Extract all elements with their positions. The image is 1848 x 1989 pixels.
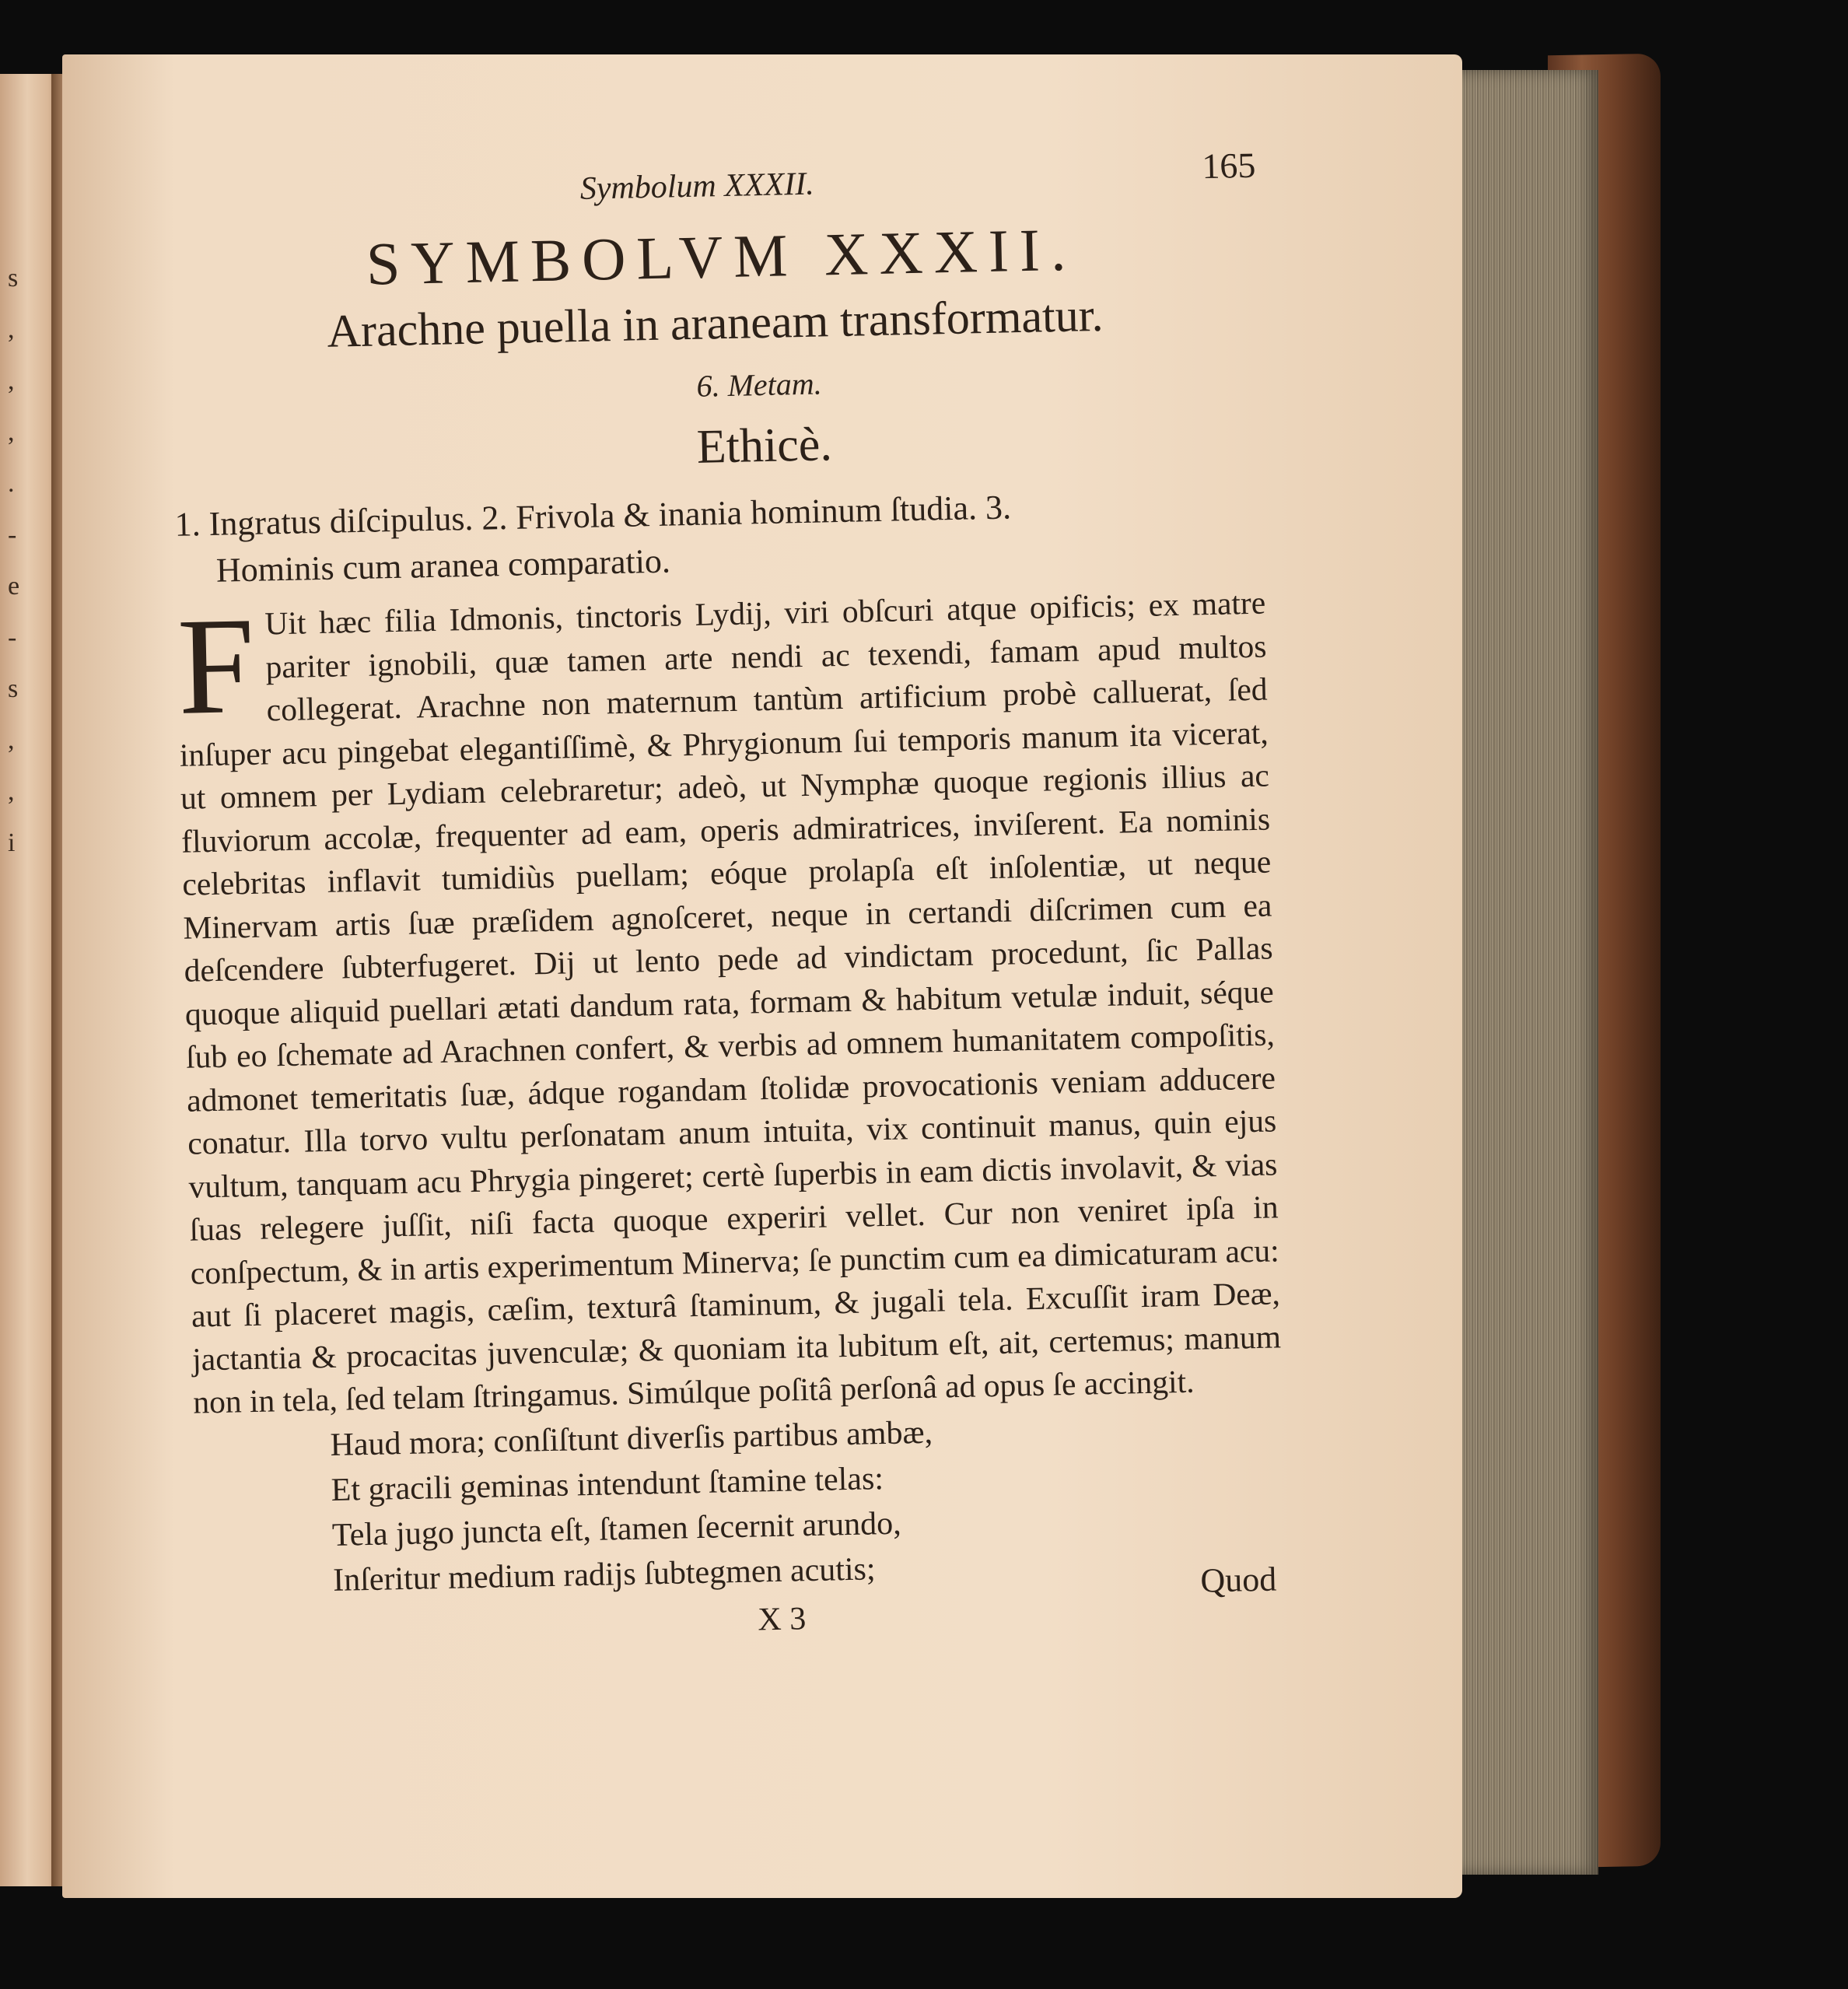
source-reference: 6. Metam. [696, 366, 823, 404]
section-heading: Ethicè. [696, 418, 833, 474]
verse-line: Haud mora; conſiſtunt diverſis partibus ambæ, [330, 1414, 933, 1463]
topics-list [174, 479, 1265, 595]
subtitle: Arachne puella in araneam transformatur. [326, 289, 1104, 357]
margin-mark: , [8, 726, 15, 755]
signature-mark: X 3 [757, 1600, 807, 1638]
page-text-block [167, 141, 1287, 1675]
margin-mark: s [8, 264, 19, 292]
catchword: Quod [1199, 1560, 1277, 1600]
verse-block [194, 1403, 1286, 1605]
drop-cap: F [176, 587, 257, 744]
body-paragraph [177, 582, 1283, 1425]
symbol-heading: SYMBOLVM XXXII. [366, 215, 1078, 298]
verse-line: Tela jugo juncta eſt, ſtamen ſecernit arundo, [331, 1505, 902, 1553]
body-text: Uit hæc filia Idmonis, tinctoris Lydij, viri obſcuri atque opificis; ex matre pariter ignobili, quæ tamen arte nendi ac texendi, famam apud multos collegerat. Arachne non maternum tantùm artificium probè calluerat, ſed inſuper acu pingebat elegantiſſimè, & Phrygionum ſui temporis manum ita vicerat, ut omnem per Lydiam celebraretur; adeò, ut Nymphæ quoque regionis illius ac fluviorum accolæ, frequenter ad eam, operis admiratrices, inviſerent. Ea nominis celebritas inflavit tumidiùs puellam; eóque prolapſa eſt inſolentiæ, ut neque Minervam artis ſuæ præſidem agnoſceret, neque in certandi diſcrimen cum ea deſcendere ſubterfugeret. Dij ut lento pede ad vindictam procedunt, ſic Pallas quoque aliquid puellari ætati dandum rata, formam & habitum vetulæ induit, séque ſub eo ſchemate ad Arachnen confert, & verbis ad omnem humanitatem compoſitis, admonet temeritatis ſuæ, ádque rogandam ſtolidæ provocationis veniam adducere conatur. Illa torvo vultu perſonatam anum intuita, vix continuit manus, quin ejus vultum, tanquam acu Phrygia pingeret; certè ſuperbis in eam dictis involavit, & vias ſuas relegere juſſit, niſi facta quoque experiri vellet. Cur non veniret ipſa in conſpectum, & in artis experimentum Minerva; ſe punctim cum ea dimicaturam acu: aut ſi placeret magis, cæſim, texturâ ſtaminum, & jugali tela. Excuſſit iram Deæ, jactantia & procacitas juvenculæ; & quoniam ita lubitum eſt, ait, certemus; manum non in tela, ſed telam ſtringamus. Simúlque poſitâ perſonâ ad opus ſe accingit. [179, 584, 1282, 1420]
margin-mark: , [8, 315, 15, 344]
margin-mark: , [8, 418, 15, 446]
left-page-margin-marks [8, 253, 31, 869]
verse-line: Inſeritur medium radijs ſubtegmen acutis; [332, 1550, 877, 1599]
page-number: 165 [1201, 145, 1256, 187]
verse-line: Et gracili geminas intendunt ſtamine telas: [331, 1460, 884, 1508]
topics-line: 1. Ingratus diſcipulus. 2. Frivola & inania hominum ſtudia. 3. [174, 488, 1012, 544]
running-title: Symbolum XXXII. [579, 166, 815, 207]
margin-mark: - [8, 520, 17, 549]
margin-mark: - [8, 623, 17, 652]
topics-line: Hominis cum aranea comparatio. [215, 541, 671, 590]
margin-mark: , [8, 777, 15, 806]
margin-mark: s [8, 674, 19, 703]
margin-mark: i [8, 828, 16, 857]
margin-mark: , [8, 366, 15, 395]
margin-mark: e [8, 572, 20, 601]
margin-mark: . [8, 469, 15, 498]
